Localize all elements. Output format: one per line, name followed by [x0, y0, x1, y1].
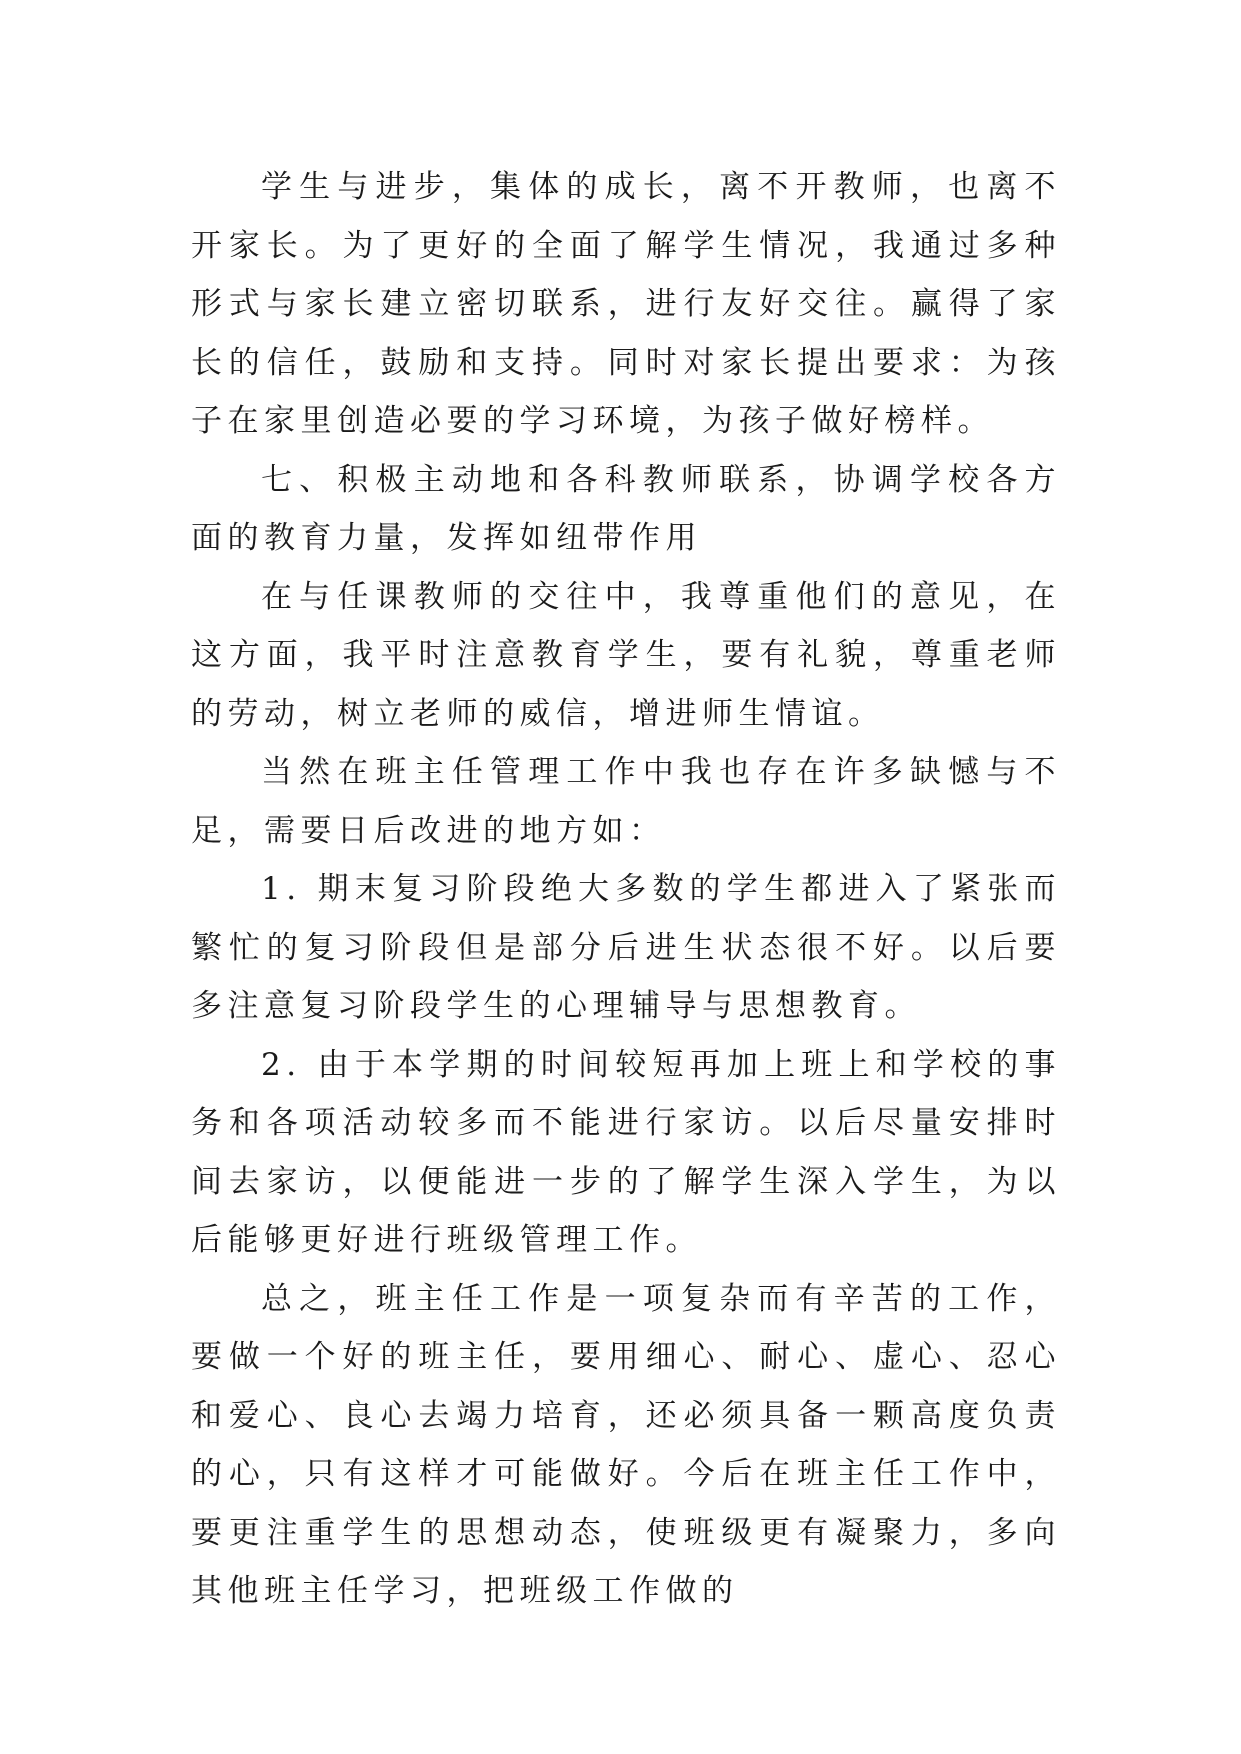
paragraph-section-seven-heading: 七、积极主动地和各科教师联系，协调学校各方面的教育力量，发挥如纽带作用 [191, 461, 1061, 556]
paragraph-item-two: 2. 由于本学期的时间较短再加上班上和学校的事务和各项活动较多而不能进行家访。以后尽量安排时间去家访，以便能进一步的了解学生深入学生，为以后能够更好进行班级管理工作。 [191, 1046, 1061, 1258]
paragraph-teacher-respect: 在与任课教师的交往中，我尊重他们的意见，在这方面，我平时注意教育学生，要有礼貌，尊重老师的劳动，树立老师的威信，增进师生情谊。 [191, 578, 1061, 732]
paragraph-conclusion: 总之，班主任工作是一项复杂而有辛苦的工作，要做一个好的班主任，要用细心、耐心、虚心、忍心和爱心、良心去竭力培育，还必须具备一颗高度负责的心，只有这样才可能做好。今后在班主任工作中，要更注重学生的思想动态，使班级更有凝聚力，多向其他班主任学习，把班级工作做的 [191, 1280, 1061, 1609]
paragraph-shortcomings-intro: 当然在班主任管理工作中我也存在许多缺憾与不足，需要日后改进的地方如： [191, 754, 1061, 849]
paragraph-parent-communication: 学生与进步，集体的成长，离不开教师，也离不开家长。为了更好的全面了解学生情况，我通过多种形式与家长建立密切联系，进行友好交往。赢得了家长的信任，鼓励和支持。同时对家长提出要求：为孩子在家里创造必要的学习环境，为孩子做好榜样。 [191, 169, 1061, 439]
paragraph-item-one: 1. 期末复习阶段绝大多数的学生都进入了紧张而繁忙的复习阶段但是部分后进生状态很不好。以后要多注意复习阶段学生的心理辅导与思想教育。 [191, 871, 1061, 1024]
document-body [191, 158, 1061, 1621]
